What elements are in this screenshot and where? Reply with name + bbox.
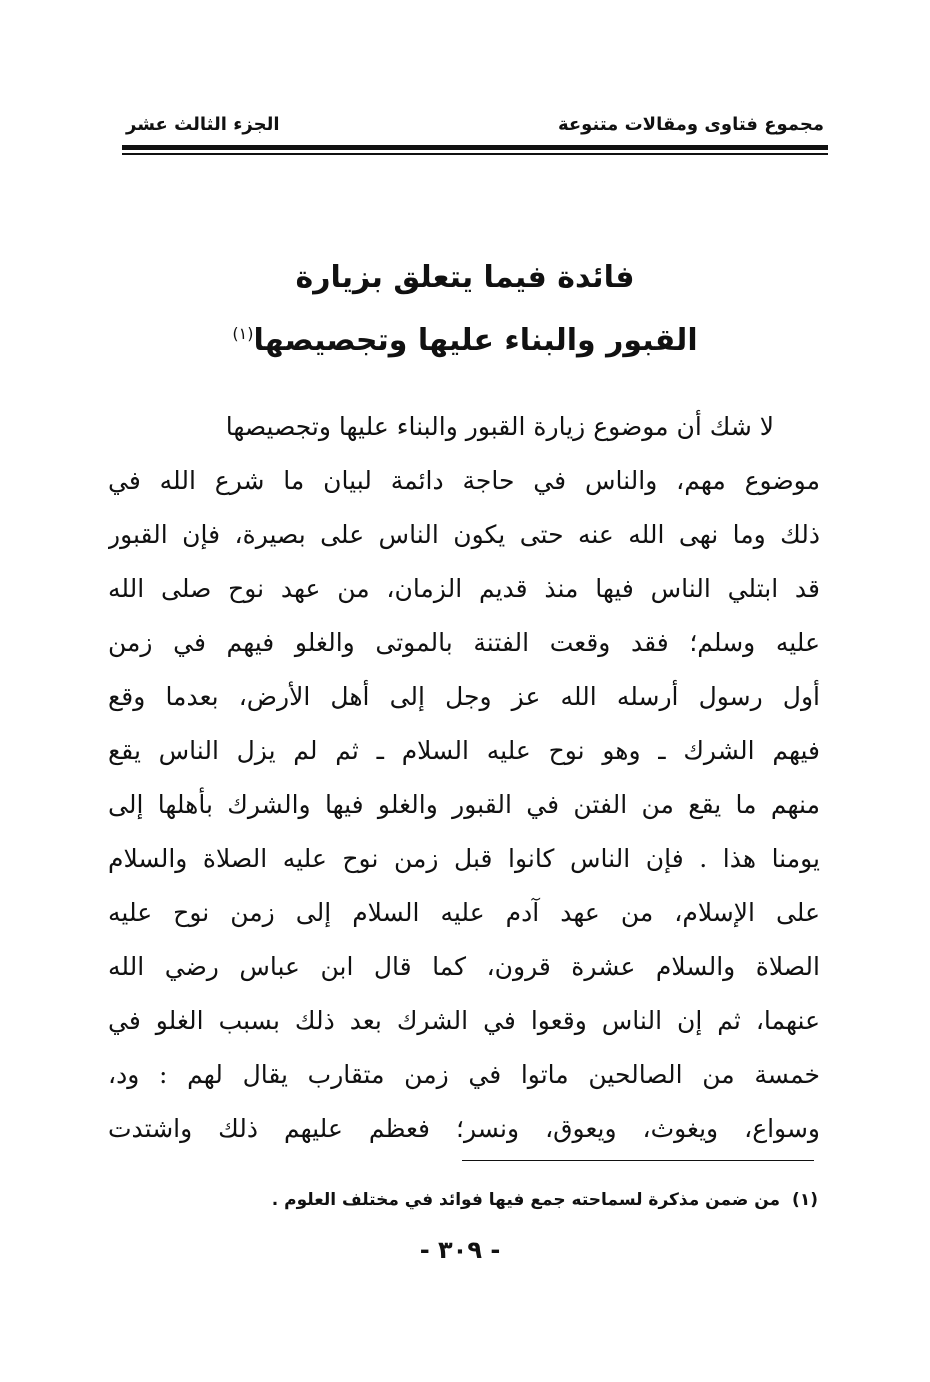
body-line: يومنا هذا . فإن الناس كانوا قبل زمن نوح عليه الصلاة والسلام [108,844,820,873]
body-line: فيهم الشرك ـ وهو نوح عليه السلام ـ ثم لم يزل الناس يقع [108,736,820,765]
volume-label: الجزء الثالث عشر [126,114,280,135]
body-line: الصلاة والسلام عشرة قرون، كما قال ابن عباس رضي الله [108,952,820,981]
book-title: مجموع فتاوى ومقالات متنوعة [557,114,824,135]
body-line: عنهما، ثم إن الناس وقعوا في الشرك بعد ذلك بسبب الغلو في [108,1006,820,1035]
body-line: وسواع، ويغوث، ويعوق، ونسر؛ فعظم عليهم ذلك واشتدت [108,1114,820,1143]
body-line: منهم ما يقع من الفتن في القبور والغلو فيها والشرك بأهلها إلى [108,790,820,819]
footnote-separator [462,1160,814,1161]
body-line: عليه وسلم؛ فقد وقعت الفتنة بالموتى والغلو فيهم في زمن [108,628,820,657]
body-line: أول رسول أرسله الله عز وجل إلى أهل الأرض، بعدما وقع [108,682,820,711]
footnote [178,1190,818,1210]
header-rule-thick [122,145,828,150]
header-rule-thin [122,153,828,155]
title-footnote-ref: (١) [232,324,254,343]
title-line-1: فائدة فيما يتعلق بزيارة [295,260,635,295]
body-line: لا شك أن موضوع زيارة القبور والبناء عليها وتجصيصها [225,412,774,441]
body-line: على الإسلام، من عهد آدم عليه السلام إلى زمن نوح عليه [108,898,820,927]
title-line-2-text: القبور والبناء عليها وتجصيصها [253,323,698,358]
body-line: قد ابتلي الناس فيها منذ قديم الزمان، من عهد نوح صلى الله [108,574,820,603]
title-line-2 [160,306,770,369]
body-line: ذلك وما نهى الله عنه حتى يكون الناس على بصيرة، فإن القبور [108,520,820,549]
body-line: خمسة من الصالحين ماتوا في زمن متقارب يقال لهم : ود، [108,1060,820,1089]
footnote-marker: (١) [792,1190,818,1210]
page-number: - ٣٠٩ - [419,1236,501,1264]
body-text [108,400,820,1156]
section-title [160,250,770,369]
footnote-text: من ضمن مذكرة لسماحته جمع فيها فوائد في مختلف العلوم . [271,1190,781,1210]
body-line: موضوع مهم، والناس في حاجة دائمة لبيان ما شرع الله في [108,466,820,495]
running-header [122,108,828,144]
